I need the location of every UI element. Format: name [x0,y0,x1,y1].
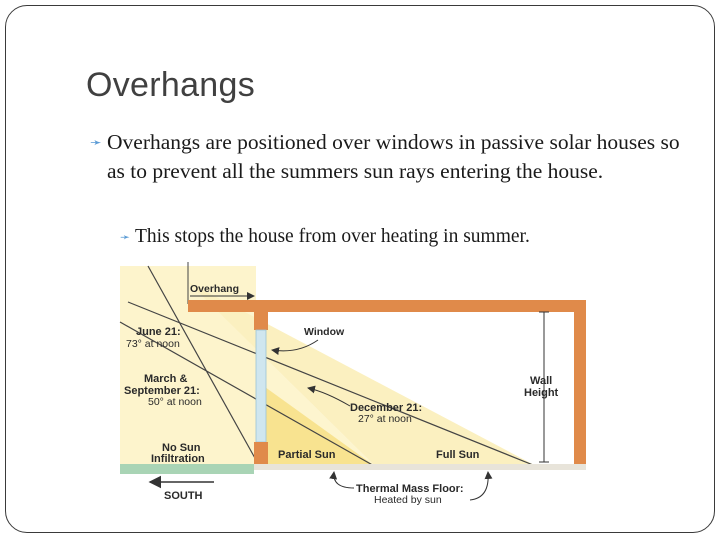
roof-overhang [188,300,584,312]
label-wall-2: Height [524,387,559,399]
label-march-title2: September 21: [124,385,200,397]
bullet-main [90,128,690,186]
bullet-sub [120,224,680,250]
label-june-angle: 73° at noon [126,338,180,350]
ground-strip [120,464,254,474]
label-floor-1: Thermal Mass Floor: [356,483,464,495]
label-december-angle: 27° at noon [358,413,412,425]
label-overhang: Overhang [190,283,240,295]
slide-title: Overhangs [86,66,256,104]
label-march-title: March & [144,373,188,385]
label-window: Window [304,326,345,338]
label-no-sun-1: No Sun [162,442,201,454]
label-no-sun-2: Infiltration [151,453,205,465]
label-south: SOUTH [164,490,203,502]
floor-arrow-left [334,472,354,488]
label-partial-sun: Partial Sun [278,449,336,461]
label-floor-2: Heated by sun [374,494,442,506]
floor-slab [254,464,586,470]
arrow-bullet-icon: ➛ [90,135,102,151]
floor-arrow-right [470,472,488,500]
window-glass [256,330,266,442]
bullet-main-text: Overhangs are positioned over windows in passive solar houses so as to prevent all the summers sun rays entering the house. [107,130,680,183]
wall-post-top [254,300,268,330]
label-december-title: December 21: [350,402,423,414]
right-wall [574,300,586,468]
label-full-sun: Full Sun [436,449,480,461]
label-march-angle: 50° at noon [148,396,202,408]
bullet-sub-text: This stops the house from over heating in summer. [135,226,530,247]
label-wall-1: Wall [530,375,553,387]
label-june-title: June 21: [136,326,181,338]
arrow-bullet-icon: ➛ [120,230,131,244]
passive-solar-diagram [118,262,598,512]
